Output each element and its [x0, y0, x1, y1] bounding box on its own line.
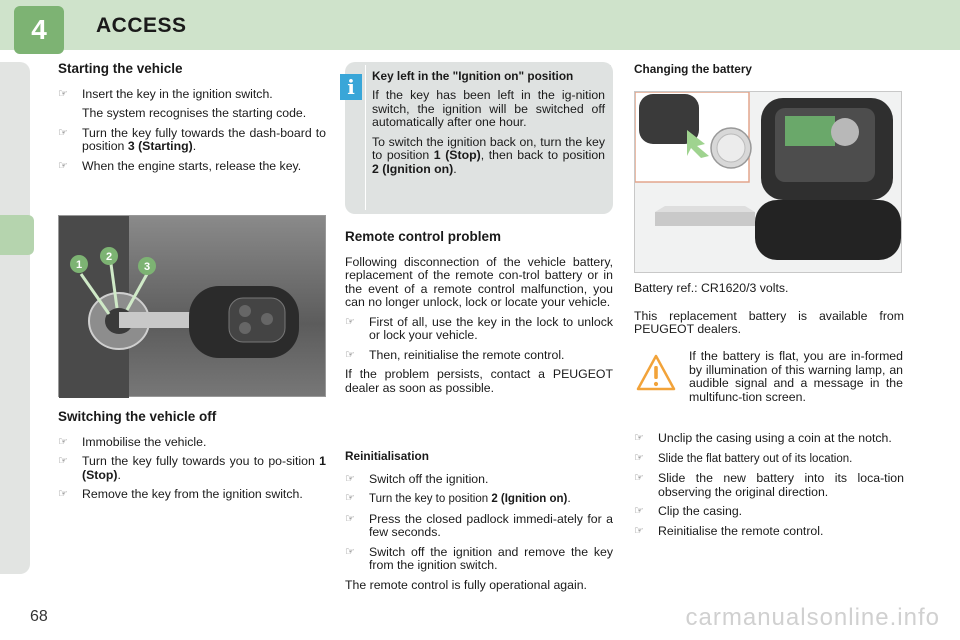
pointing-hand-icon: ☞ — [634, 472, 644, 484]
list-item: ☞ Slide the flat battery out of its location. — [634, 451, 853, 465]
pointing-hand-icon: ☞ — [345, 492, 355, 504]
pointing-hand-icon: ☞ — [58, 87, 68, 100]
list-item: ☞ Switch off the ignition. — [345, 471, 489, 486]
column-reinitialisation — [345, 450, 613, 598]
info-box-title: Key left in the "Ignition on" position — [372, 69, 574, 83]
watermark: carmanualsonline.info — [685, 604, 940, 631]
info-box-paragraph: If the key has been left in the ig-nition switch, the ignition will be switched off automatically after one hour. — [372, 88, 605, 129]
list-item: ☞ Unclip the casing using a coin at the notch. — [634, 431, 892, 445]
info-icon: i — [340, 74, 362, 100]
pointing-hand-icon: ☞ — [58, 435, 68, 448]
pointing-hand-icon: ☞ — [634, 524, 644, 537]
pointing-hand-icon: ☞ — [345, 545, 355, 558]
info-box — [345, 62, 613, 214]
list-item: ☞ Switch off the ignition and remove the key from the ignition switch. — [345, 544, 613, 572]
section-heading-reinitialisation: Reinitialisation — [345, 449, 429, 463]
column-remote — [345, 230, 613, 401]
list-item: ☞ First of all, use the key in the lock to unlock or lock your vehicle. — [345, 314, 613, 342]
pointing-hand-icon: ☞ — [345, 472, 355, 485]
list-item: ☞ Turn the key fully towards you to po-sition 1 (Stop). — [58, 454, 326, 482]
chapter-number-badge: 4 — [14, 6, 64, 54]
battery-steps-list — [634, 432, 904, 544]
list-item: ☞ Clip the casing. — [634, 504, 743, 518]
list-item: ☞ Turn the key fully towards the dash-board to position 3 (Starting). — [58, 125, 326, 153]
column-starting — [58, 62, 326, 179]
page-number: 68 — [30, 608, 48, 625]
chapter-title: ACCESS — [96, 14, 187, 37]
info-box-paragraph: To switch the ignition back on, turn the key to position 1 (Stop), then back to position 2 (Ignition on). — [372, 134, 605, 176]
pointing-hand-icon: ☞ — [345, 512, 355, 525]
list-item: ☞ Immobilise the vehicle. — [58, 434, 207, 449]
pointing-hand-icon: ☞ — [345, 315, 355, 328]
list-item: ☞ When the engine starts, release the key. — [58, 158, 302, 173]
paragraph: If the problem persists, contact a PEUGEOT dealer as soon as possible. — [345, 367, 613, 395]
column-switching-off — [58, 410, 326, 508]
pointing-hand-icon: ☞ — [634, 451, 644, 464]
pointing-hand-icon: ☞ — [634, 432, 644, 444]
warning-triangle-icon — [636, 354, 676, 392]
info-box-content — [365, 65, 611, 210]
list-item: ☞ Then, reinitialise the remote control. — [345, 347, 565, 362]
remote-battery-illustration — [635, 92, 903, 274]
chapter-tab-marker — [0, 215, 34, 255]
position-label: 2 — [105, 251, 113, 263]
ignition-key-photo — [58, 215, 326, 397]
list-item-continuation: The system recognises the starting code. — [82, 106, 307, 120]
pointing-hand-icon: ☞ — [58, 488, 68, 500]
column-battery-text — [634, 282, 904, 343]
warning-note — [689, 350, 903, 410]
pointing-hand-icon: ☞ — [58, 455, 68, 467]
paragraph: This replacement battery is available from PEUGEOT dealers. — [634, 308, 904, 336]
remote-battery-photo — [634, 91, 902, 273]
paragraph: The remote control is fully operational again. — [345, 577, 587, 592]
list-item: ☞ Turn the key to position 2 (Ignition on). — [345, 491, 571, 505]
left-margin-rail — [0, 62, 30, 574]
paragraph: Following disconnection of the vehicle battery, replacement of the remote con-trol battery or in the event of a remote control malfunction, you can no longer unlock, lock or locate your vehicle. — [345, 254, 613, 309]
paragraph: Battery ref.: CR1620/3 volts. — [634, 281, 789, 295]
section-heading-switching-off: Switching the vehicle off — [58, 409, 217, 424]
pointing-hand-icon: ☞ — [58, 126, 68, 139]
section-heading-starting: Starting the vehicle — [58, 61, 183, 76]
column-battery — [634, 63, 902, 86]
list-item: ☞ Slide the new battery into its loca-tion observing the original direction. — [634, 471, 904, 499]
list-item: ☞ Reinitialise the remote control. — [634, 523, 824, 538]
section-heading-battery: Changing the battery — [634, 62, 752, 76]
ignition-key-illustration — [59, 216, 327, 398]
section-heading-remote: Remote control problem — [345, 229, 502, 244]
position-label: 1 — [75, 259, 83, 271]
pointing-hand-icon: ☞ — [345, 348, 355, 361]
list-item: ☞ Press the closed padlock immedi-ately for a few seconds. — [345, 511, 613, 539]
pointing-hand-icon: ☞ — [58, 159, 68, 172]
list-item: ☞ Insert the key in the ignition switch. — [58, 86, 273, 101]
list-item: ☞ Remove the key from the ignition switch. — [58, 487, 303, 501]
warning-paragraph: If the battery is flat, you are in-formed by illumination of this warning lamp, an audible signal and a message in the multifunc-tion screen. — [689, 349, 903, 404]
pointing-hand-icon: ☞ — [634, 505, 644, 517]
position-label: 3 — [143, 261, 151, 273]
